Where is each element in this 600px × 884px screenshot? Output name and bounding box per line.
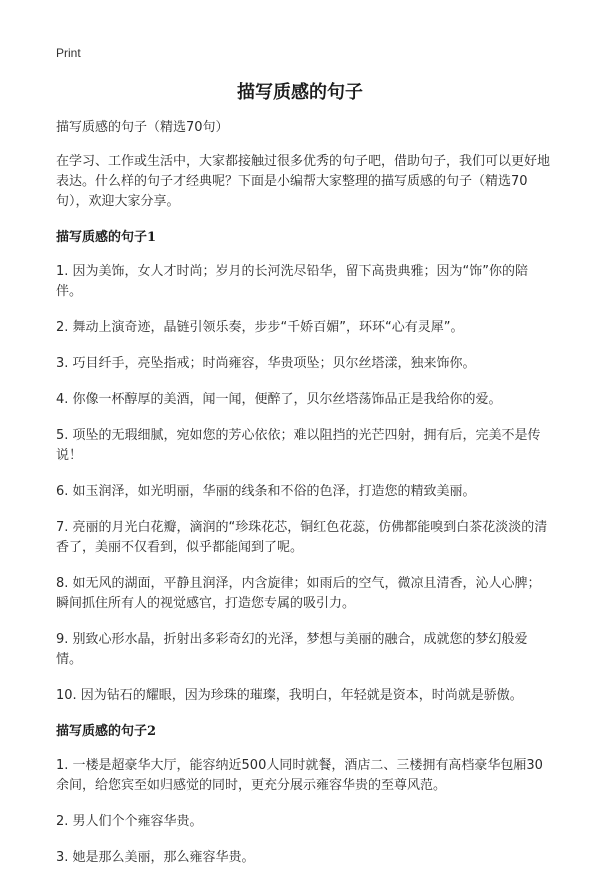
section-heading: 描写质感的句子2: [56, 724, 157, 739]
article-body: [56, 118, 550, 884]
sentence-item: 4. 你像一杯醇厚的美酒，闻一闻，便醉了，贝尔丝塔荡饰品正是我给你的爱。: [56, 392, 502, 407]
print-link[interactable]: Print: [56, 46, 81, 60]
sentence-item: 6. 如玉润泽，如光明丽，华丽的线条和不俗的色泽，打造您的精致美丽。: [56, 484, 476, 499]
section-2: [56, 722, 550, 868]
sentence-item: 9. 别致心形水晶，折射出多彩奇幻的光泽，梦想与美丽的融合，成就您的梦幻般爱情。: [56, 632, 528, 667]
sentence-item: 7. 亮丽的月光白花瓣，滴润的“珍珠花芯，铜红色花蕊，仿佛都能嗅到白茶花淡淡的清香了，美丽不仅看到，似乎都能闻到了呢。: [56, 520, 548, 555]
article-subtitle: 描写质感的句子（精选70句）: [56, 120, 229, 135]
article-intro: 在学习、工作或生活中，大家都接触过很多优秀的句子吧，借助句子，我们可以更好地表达。什么样的句子才经典呢？下面是小编帮大家整理的描写质感的句子（精选70句），欢迎大家分享。: [56, 154, 551, 209]
section-heading: 描写质感的句子1: [56, 230, 157, 245]
sentence-item: 10. 因为钻石的耀眼，因为珍珠的璀璨，我明白，年轻就是资本，时尚就是骄傲。: [56, 688, 523, 703]
section-1: [56, 228, 550, 706]
page-title: 描写质感的句子: [237, 82, 363, 103]
sentence-item: 3. 她是那么美丽，那么雍容华贵。: [56, 850, 255, 865]
sentence-item: 5. 项坠的无瑕细腻，宛如您的芳心依依；难以阻挡的光芒四射，拥有后，完美不是传说！: [56, 428, 541, 463]
sentence-item: 8. 如无风的湖面，平静且润泽，内含旋律；如雨后的空气，微凉且清香，沁人心脾；瞬间抓住所有人的视觉感官，打造您专属的吸引力。: [56, 576, 541, 611]
sentence-item: 3. 巧目纤手，亮坠指戒；时尚雍容，华贵项坠；贝尔丝塔漾，独来饰你。: [56, 356, 476, 371]
sentence-item: 2. 舞动上演奇迹，晶链引领乐奏，步步“千娇百媚”，环环“心有灵犀”。: [56, 320, 464, 335]
sentence-item: 1. 因为美饰，女人才时尚；岁月的长河洗尽铅华，留下高贵典雅；因为“饰”你的陪伴。: [56, 264, 529, 299]
sentence-item: 1. 一楼是超豪华大厅，能容纳近500人同时就餐，酒店二、三楼拥有高档豪华包厢30余间，给您宾至如归感觉的同时，更充分展示雍容华贵的至尊风范。: [56, 758, 543, 793]
sentence-item: 2. 男人们个个雍容华贵。: [56, 814, 203, 829]
